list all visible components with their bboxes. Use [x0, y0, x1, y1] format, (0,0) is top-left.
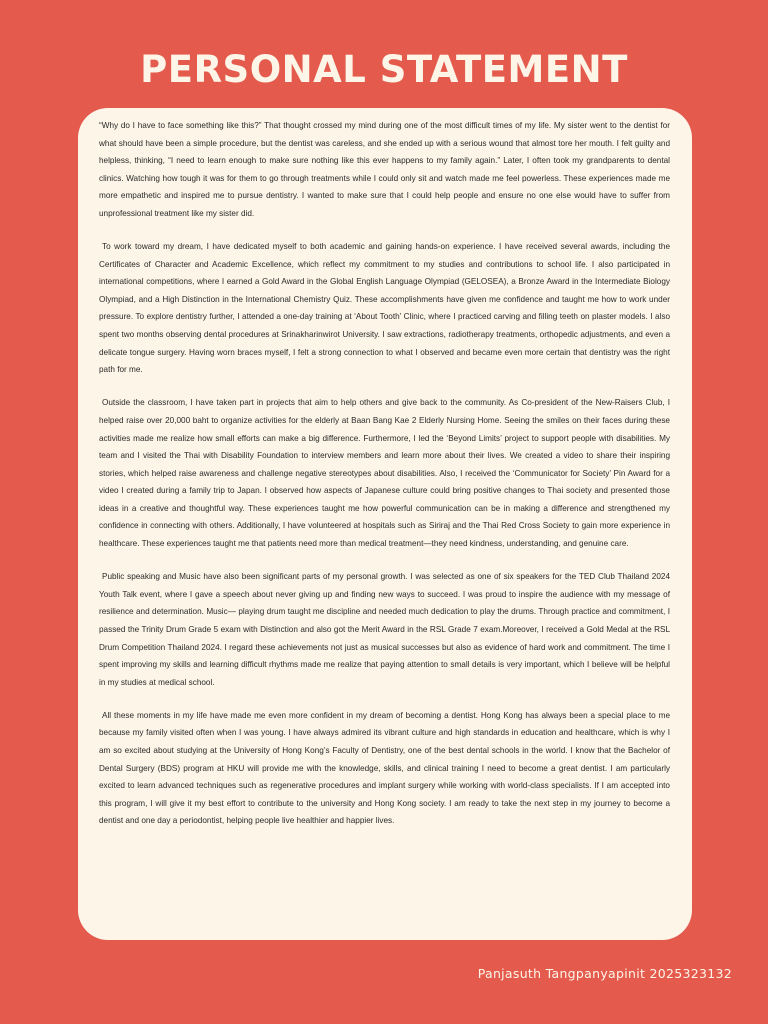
statement-card: [78, 108, 692, 940]
paragraph-community-service: Outside the classroom, I have taken part in projects that aim to help others and give back to the community. As Co-president of the New-Raisers Club, I helped raise over 20,000 baht to organize activities for the elderly at Baan Bang Kae 2 Elderly Nursing Home. Seeing the smiles on their faces during these activities made me realize how small efforts can make a big difference. Furthermore, I led the ‘Beyond Limits’ project to support people with disabilities. My team and I visited the Thai with Disability Foundation to interview members and learn more about their lives. We created a video to share their inspiring stories, which helped raise awareness and challenge negative stereotypes about disabilities. Also, I received the ‘Communicator for Society’ Pin Award for a video I created during a family trip to Japan. I observed how aspects of Japanese culture could bring positive changes to Thai society and presented those ideas in a creative and thoughtful way. These experiences taught me how powerful communication can be in making a difference and strengthened my confidence in connecting with others. Additionally, I have volunteered at hospitals such as Siriraj and the Thai Red Cross Society to gain more experience in healthcare. These experiences taught me that patients need more than medical treatment—they need kindness, understanding, and genuine care.: [99, 398, 670, 549]
paragraph-speaking-music: Public speaking and Music have also been significant parts of my personal growth. I was selected as one of six speakers for the TED Club Thailand 2024 Youth Talk event, where I gave a speech about never giving up and finding new ways to succeed. I was proud to inspire the audience with my message of resilience and determination. Music— playing drum taught me discipline and needed much dedication to play the drums. Through practice and commitment, I passed the Trinity Drum Grade 5 exam with Distinction and also got the Merit Award in the RSL Grade 7 exam.Moreover, I received a Gold Medal at the RSL Drum Competition Thailand 2024. I regard these achievements not just as musical successes but also as evidence of hard work and commitment. The time I spent improving my skills and learning difficult rhythms made me realize that paying attention to small details is very important, which I believe will be helpful in my studies at medical school.: [99, 572, 670, 687]
paragraph-conclusion: All these moments in my life have made me even more confident in my dream of becoming a dentist. Hong Kong has always been a special place to me because my family visited often when I was young. I have always admired its vibrant culture and high standards in education and healthcare, which is why I am so excited about studying at the University of Hong Kong’s Faculty of Dentistry, one of the best dental schools in the world. I know that the Bachelor of Dental Surgery (BDS) program at HKU will provide me with the knowledge, skills, and clinical training I need to become a great dentist. I am particularly excited to learn advanced techniques such as regenerative procedures and implant surgery while working with world-class specialists. If I am accepted into this program, I will give it my best effort to contribute to the university and Hong Kong society. I am ready to take the next step in my journey to become a dentist and one day a periodontist, helping people live healthier and happier lives.: [99, 710, 670, 826]
page-title: PERSONAL STATEMENT: [140, 48, 628, 91]
paragraph-academics-experience: To work toward my dream, I have dedicated myself to both academic and gaining hands-on experience. I have received several awards, including the Certificates of Character and Academic Excellence, which reflect my commitment to my studies and contributions to school life. I also participated in international competitions, where I earned a Gold Award in the Global English Language Olympiad (GELOSEA), a Bronze Award in the Intermediate Biology Olympiad, and a High Distinction in the International Chemistry Quiz. These accomplishments have given me confidence and taught me how to work under pressure. To explore dentistry further, I attended a one-day training at ‘About Tooth’ Clinic, where I practiced carving and filling teeth on plaster models. I also spent two months observing dental procedures at Srinakharinwirot University. I saw extractions, radiotherapy treatments, orthopedic adjustments, and even a delicate tongue surgery. Having worn braces myself, I felt a strong connection to what I observed and became even more certain that dentistry was the right path for me.: [99, 242, 670, 375]
paragraph-motivation: “Why do I have to face something like this?” That thought crossed my mind during one of the most difficult times of my life. My sister went to the dentist for what should have been a simple procedure, but the dentist was careless, and she ended up with a serious wound that almost tore her mouth. I felt guilty and helpless, thinking, “I need to learn enough to make sure nothing like this ever happens to my family again.” Later, I often took my grandparents to dental clinics. Watching how tough it was for them to go through treatments while I could only sit and watch made me feel powerless. These experiences made me more empathetic and inspired me to pursue dentistry. I wanted to make sure that I could help people and ensure no one else would have to suffer from unprofessional treatment like my sister did.: [99, 121, 670, 218]
author-line: Panjasuth Tangpanyapinit 2025323132: [477, 966, 732, 981]
